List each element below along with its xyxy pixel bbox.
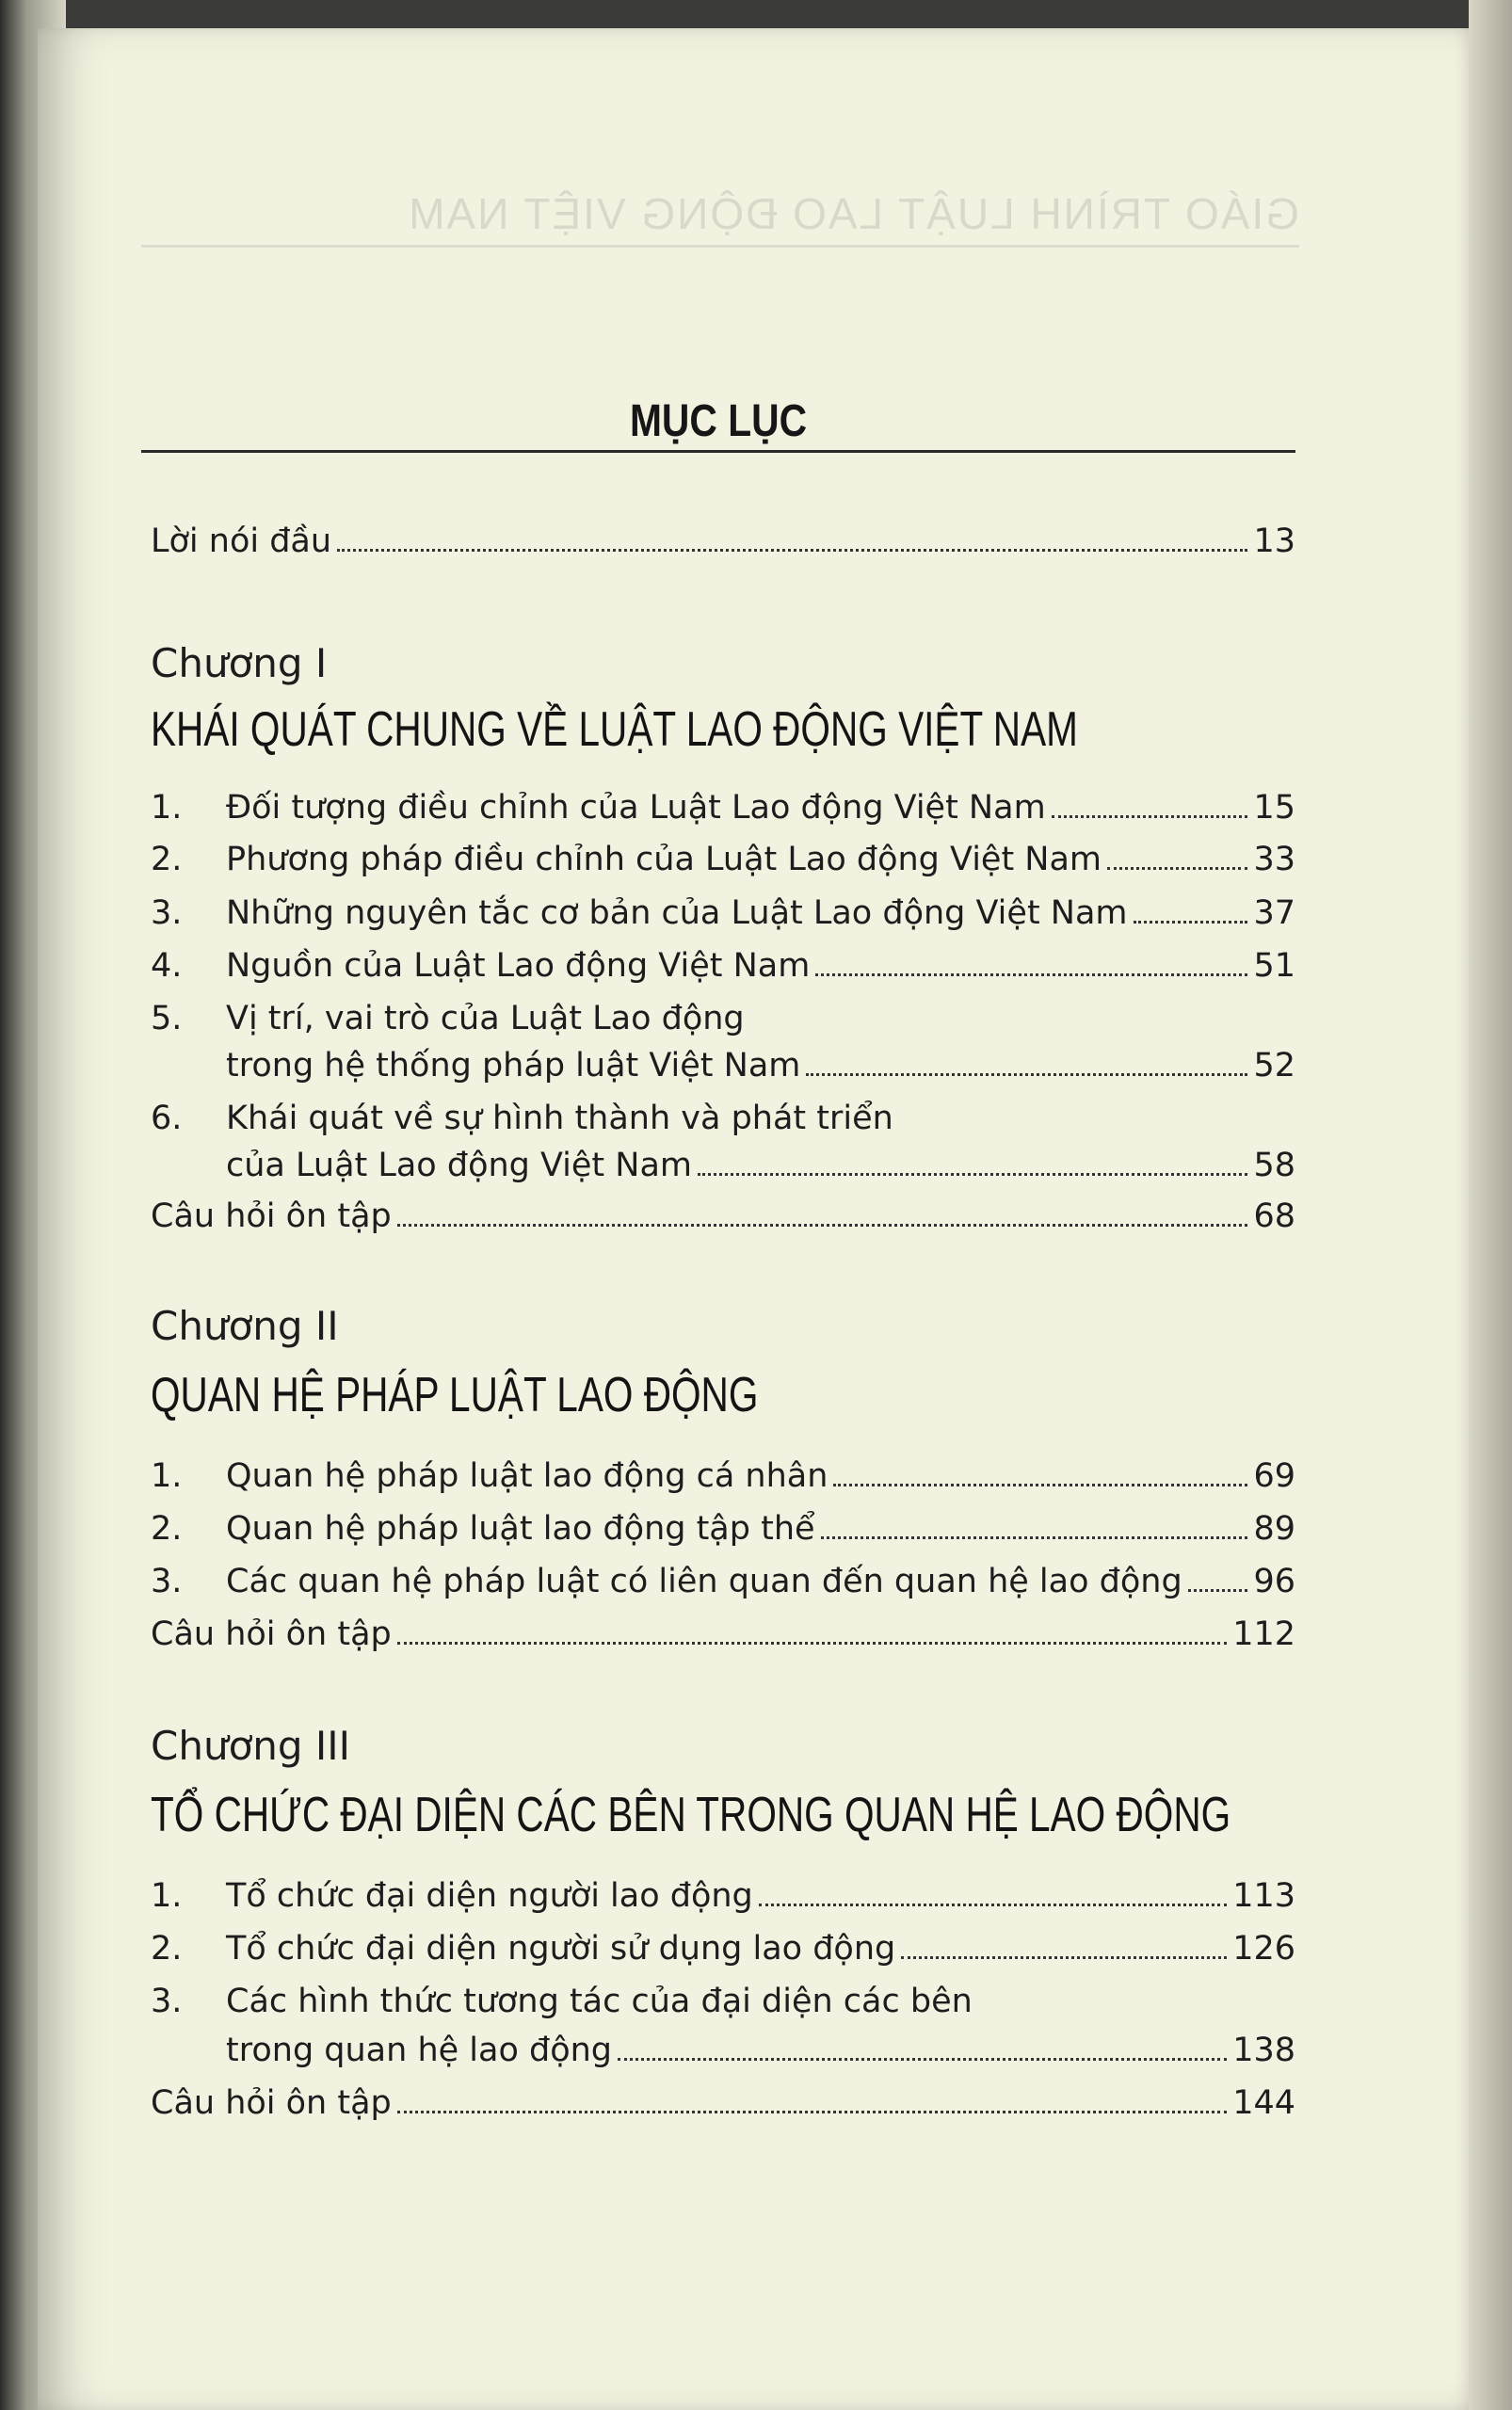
chapter-title: KHÁI QUÁT CHUNG VỀ LUẬT LAO ĐỘNG VIỆT NAM xyxy=(151,702,1078,757)
toc-entry-label: Lời nói đầu xyxy=(151,522,332,560)
dot-leader xyxy=(1052,815,1248,818)
toc-entry-label: Các hình thức tương tác của đại diện các bên xyxy=(226,1983,973,2020)
toc-page-number: 33 xyxy=(1253,841,1295,878)
toc-entry-number: 2. xyxy=(151,1510,183,1548)
dot-leader xyxy=(833,1484,1247,1486)
page-title: MỤC LỤC xyxy=(629,396,808,446)
toc-entry-label: Câu hỏi ôn tập xyxy=(151,1197,392,1235)
toc-entry xyxy=(151,1983,1295,2020)
toc-entry-number: 6. xyxy=(151,1100,183,1137)
toc-entry xyxy=(151,841,1295,878)
toc-page-number: 15 xyxy=(1253,789,1295,827)
toc-entry-label: Câu hỏi ôn tập xyxy=(151,2084,392,2122)
dot-leader xyxy=(698,1173,1247,1176)
chapter-label: Chương I xyxy=(151,640,328,686)
toc-entry-label: Những nguyên tắc cơ bản của Luật Lao động Việt Nam xyxy=(226,894,1128,932)
toc-page-number: 37 xyxy=(1253,894,1295,932)
toc-page-number: 126 xyxy=(1232,1930,1295,1968)
toc-entry xyxy=(151,1563,1295,1600)
toc-entry-number: 4. xyxy=(151,947,183,985)
dot-leader xyxy=(618,2058,1227,2061)
toc-entry-continued xyxy=(226,1147,1295,1184)
toc-entry xyxy=(151,947,1295,985)
toc-entry-review xyxy=(151,1197,1295,1235)
toc-entry-number: 2. xyxy=(151,1930,183,1968)
toc-entry xyxy=(151,1457,1295,1495)
toc-entry-continued xyxy=(226,1047,1295,1084)
dot-leader xyxy=(397,2111,1227,2113)
dot-leader xyxy=(1107,867,1247,870)
dot-leader xyxy=(759,1904,1227,1906)
dot-leader xyxy=(397,1642,1227,1645)
toc-page-number: 68 xyxy=(1253,1197,1295,1235)
toc-entry-label: Khái quát về sự hình thành và phát triển xyxy=(226,1100,893,1137)
toc-page-number: 52 xyxy=(1253,1047,1295,1084)
toc-page-number: 69 xyxy=(1253,1457,1295,1495)
toc-page-number: 144 xyxy=(1232,2084,1295,2122)
toc-entry-label: Đối tượng điều chỉnh của Luật Lao động Việt Nam xyxy=(226,789,1046,827)
toc-entry xyxy=(151,894,1295,932)
chapter-title: QUAN HỆ PHÁP LUẬT LAO ĐỘNG xyxy=(151,1368,759,1422)
toc-entry-label: Câu hỏi ôn tập xyxy=(151,1615,392,1653)
toc-page-number: 112 xyxy=(1232,1615,1295,1653)
dot-leader xyxy=(901,1956,1227,1959)
toc-entry-number: 3. xyxy=(151,1563,183,1600)
dot-leader xyxy=(397,1224,1248,1227)
toc-entry-label-cont: trong quan hệ lao động xyxy=(226,2032,613,2069)
toc-entry-label: Vị trí, vai trò của Luật Lao động xyxy=(226,1000,745,1037)
toc-entry-label: Quan hệ pháp luật lao động tập thể xyxy=(226,1510,815,1548)
toc-entry xyxy=(151,1877,1295,1915)
dot-leader xyxy=(815,973,1247,976)
toc-page-number: 13 xyxy=(1253,522,1295,560)
toc-page-number: 138 xyxy=(1232,2032,1295,2069)
toc-entry-label: Nguồn của Luật Lao động Việt Nam xyxy=(226,947,811,985)
title-divider xyxy=(141,450,1295,453)
toc-entry xyxy=(151,1000,1295,1037)
dot-leader xyxy=(806,1073,1247,1076)
toc-entry xyxy=(151,1930,1295,1968)
chapter-label: Chương III xyxy=(151,1723,351,1769)
toc-entry-continued xyxy=(226,2032,1295,2069)
toc-entry-label-cont: của Luật Lao động Việt Nam xyxy=(226,1147,693,1184)
dot-leader xyxy=(1134,921,1248,924)
toc-entry-number: 1. xyxy=(151,789,183,827)
chapter-title: TỔ CHỨC ĐẠI DIỆN CÁC BÊN TRONG QUAN HỆ LAO ĐỘNG xyxy=(151,1788,1231,1842)
toc-entry xyxy=(151,1100,1295,1137)
toc-entry-number: 3. xyxy=(151,894,183,932)
toc-entry-review xyxy=(151,1615,1295,1653)
toc-page-number: 96 xyxy=(1253,1563,1295,1600)
toc-entry-label-cont: trong hệ thống pháp luật Việt Nam xyxy=(226,1047,801,1084)
toc-entry-number: 5. xyxy=(151,1000,183,1037)
toc-entry-number: 2. xyxy=(151,841,183,878)
toc-entry-label: Phương pháp điều chỉnh của Luật Lao động Việt Nam xyxy=(226,841,1102,878)
dot-leader xyxy=(1188,1589,1248,1592)
toc-entry-intro xyxy=(151,522,1295,560)
toc-entry xyxy=(151,1510,1295,1548)
toc-entry-label: Tổ chức đại diện người sử dụng lao động xyxy=(226,1930,896,1968)
toc-page-number: 58 xyxy=(1253,1147,1295,1184)
toc-entry-label: Quan hệ pháp luật lao động cá nhân xyxy=(226,1457,828,1495)
toc-entry-number: 1. xyxy=(151,1877,183,1915)
page-edge xyxy=(1469,0,1512,2410)
toc-entry-number: 1. xyxy=(151,1457,183,1495)
dot-leader xyxy=(821,1536,1248,1539)
toc-entry-number: 3. xyxy=(151,1983,183,2020)
toc-entry-label: Các quan hệ pháp luật có liên quan đến quan hệ lao động xyxy=(226,1563,1182,1600)
toc-page-number: 113 xyxy=(1232,1877,1295,1915)
chapter-label: Chương II xyxy=(151,1303,339,1349)
toc-page-number: 89 xyxy=(1253,1510,1295,1548)
toc-page-number: 51 xyxy=(1253,947,1295,985)
toc-entry xyxy=(151,789,1295,827)
toc-entry-label: Tổ chức đại diện người lao động xyxy=(226,1877,753,1915)
dot-leader xyxy=(337,549,1247,552)
toc-entry-review xyxy=(151,2084,1295,2122)
